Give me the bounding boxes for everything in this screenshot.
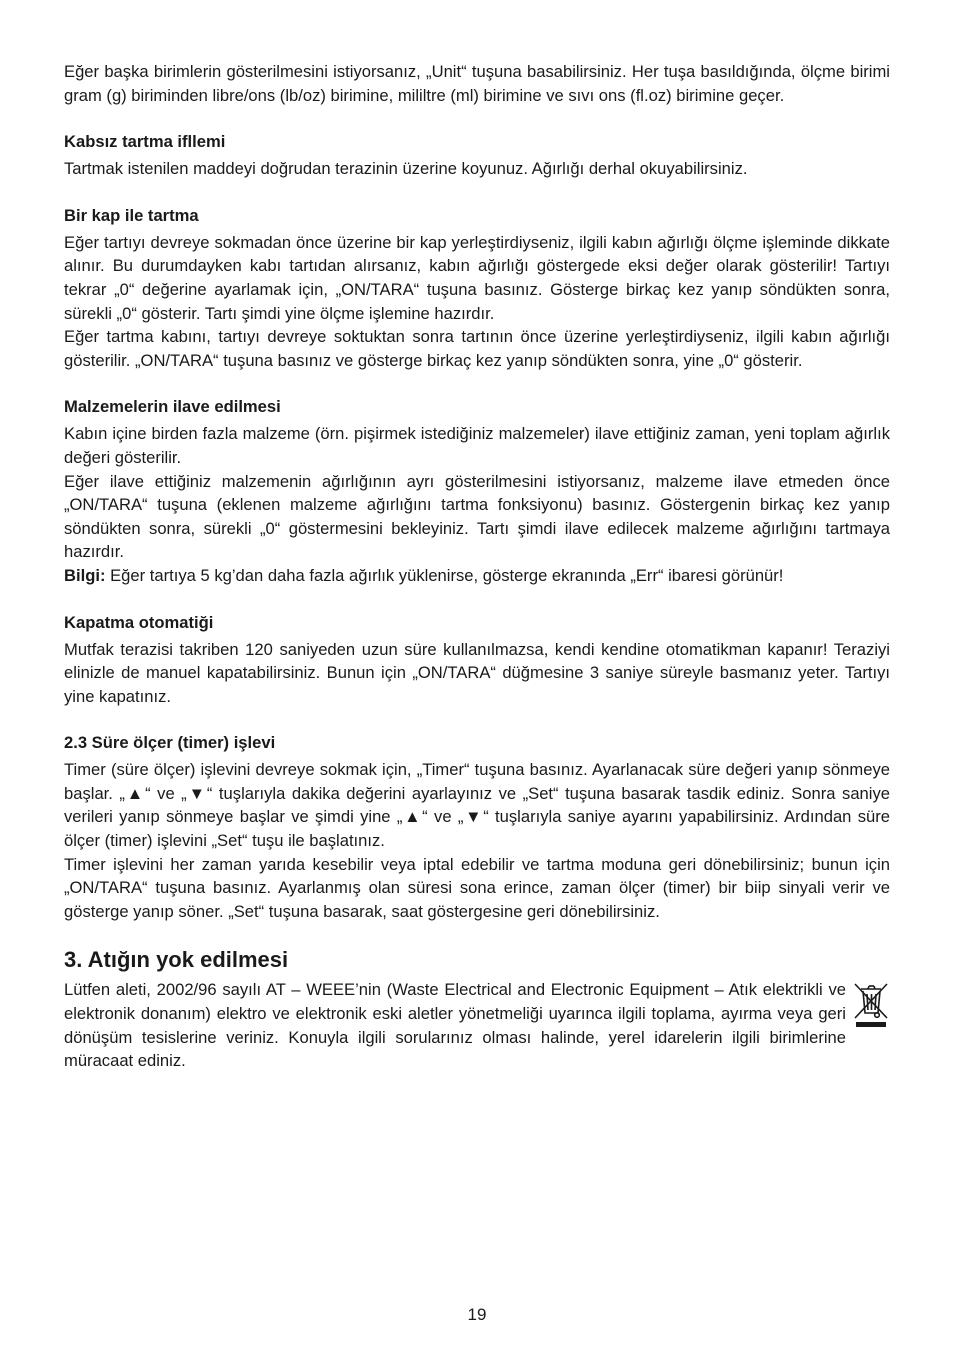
intro-paragraph: Eğer başka birimlerin gösterilmesini istiyorsanız, „Unit“ tuşuna basabilirsiniz. Her tuşa basıldığında, ölçme birimi gram (g) biriminden libre/ons (lb/oz) birimine, mililtre (ml) birimine ve sıvı ons (fl.oz) birimine geçer. xyxy=(64,62,890,105)
section-adding-ingredients xyxy=(64,395,890,587)
section-paragraph: Timer işlevini her zaman yarıda kesebilir veya iptal edebilir ve tartma moduna geri dönebilirsiniz; bunun için „ON/TARA“ tuşuna basınız. Ayarlanmış olan süresi sona erince, zaman ölçer (timer) bir biip sinyali verir ve gösterge yanıp söner. „Set“ tuşuna basarak, saat göstergesine geri dönebilirsiniz. xyxy=(64,854,890,921)
note-label: Bilgi: xyxy=(64,565,106,585)
section-heading: Malzemelerin ilave edilmesi xyxy=(64,397,281,417)
crossed-out-wheelie-bin-icon xyxy=(852,980,890,1028)
section-weighing-with-container xyxy=(64,204,890,373)
page-number: 19 xyxy=(467,1305,487,1324)
section-disposal xyxy=(64,946,890,1072)
section-paragraph: Mutfak terazisi takriben 120 saniyeden uzun süre kullanılmazsa, kendi kendine otomatikman kapanır! Teraziyi elinizle de manuel kapatabilirsiniz. Bunun için „ON/TARA“ düğmesine 3 saniye süreyle basmanız yeter. Tartıyı yine kapatınız. xyxy=(64,639,890,706)
section-timer xyxy=(64,731,890,923)
section-paragraph: Tartmak istenilen maddeyi doğrudan terazinin üzerine koyunuz. Ağırlığı derhal okuyabilirsiniz. xyxy=(64,159,748,179)
document-page xyxy=(64,60,890,1073)
note-paragraph xyxy=(64,564,890,588)
section-auto-off xyxy=(64,611,890,709)
intro-block xyxy=(64,60,890,107)
section-heading: Kabsız tartma ifllemi xyxy=(64,132,226,152)
section-paragraph: Kabın içine birden fazla malzeme (örn. pişirmek istediğiniz malzemeler) ilave ettiğiniz zaman, yeni toplam ağırlık değeri gösterilir. xyxy=(64,424,890,467)
disposal-paragraph: Lütfen aleti, 2002/96 sayılı AT – WEEE’nin (Waste Electrical and Electronic Equipment – Atık elektrikli ve elektronik donanım) elektro ve elektronik eski aletler yönetmeliği uyarınca ilgili toplama, ayırma veya geri dönüşüm tesislerine veriniz. Konuyla ilgili sorularınız olması halinde, yerel idarelerin ilgili birimlerine müracaat ediniz. xyxy=(64,980,846,1071)
note-text: Eğer tartıya 5 kg’dan daha fazla ağırlık yüklenirse, gösterge ekranında „Err“ ibaresi görünür! xyxy=(105,565,784,585)
section-weighing-without-container xyxy=(64,130,890,181)
disposal-heading: 3. Atığın yok edilmesi xyxy=(64,947,289,973)
section-paragraph: Eğer ilave ettiğiniz malzemenin ağırlığının ayrı gösterilmesini istiyorsanız, malzeme ilave etmeden önce „ON/TARA“ tuşuna (eklenen malzeme ağırlığını tartma fonksiyonu) basınız. Göstergenin birkaç kez yanıp söndükten sonra, sürekli „0“ göstermesini bekleyiniz. Tartı şimdi ilave edilecek malzeme ağırlığını tartmaya hazırdır. xyxy=(64,471,890,562)
section-paragraph: Eğer tartıyı devreye sokmadan önce üzerine bir kap yerleştirdiyseniz, ilgili kabın ağırlığı ölçme işleminde dikkate alınır. Bu durumdayken kabı tartıdan alırsanız, kabın ağırlığı göstergede eksi değer olarak gösterilir! Tartıyı tekrar „0“ değerine ayarlamak için, „ON/TARA“ tuşuna basınız. Gösterge birkaç kez yanıp söndükten sonra, sürekli „0“ gösterir. Tartı şimdi yine ölçme işlemine hazırdır. xyxy=(64,232,890,323)
disposal-content xyxy=(64,978,890,1072)
section-heading: 2.3 Süre ölçer (timer) işlevi xyxy=(64,733,276,753)
section-heading: Kapatma otomatiği xyxy=(64,612,214,632)
section-heading: Bir kap ile tartma xyxy=(64,205,199,225)
section-paragraph: Eğer tartma kabını, tartıyı devreye soktuktan sonra tartının önce üzerine yerleştirdiyseniz, ilgili kabın ağırlığı gösterilir. „ON/TARA“ tuşuna basınız ve gösterge birkaç kez yanıp söndükten sonra, yine „0“ gösterir. xyxy=(64,327,890,370)
section-paragraph: Timer (süre ölçer) işlevini devreye sokmak için, „Timer“ tuşuna basınız. Ayarlanacak süre değeri yanıp sönmeye başlar. „▲“ ve „▼“ tuşlarıyla dakika değerini ayarlayınız ve „Set“ tuşuna basarak tasdik ediniz. Sonra saniye verileri yanıp sönmeye başlar ve şimdi yine „▲“ ve „▼“ tuşlarıyla saniye ayarını yapabilirsiniz. Ardından süre ölçer (timer) işlevini „Set“ tuşu ile başlatınız. xyxy=(64,760,890,851)
